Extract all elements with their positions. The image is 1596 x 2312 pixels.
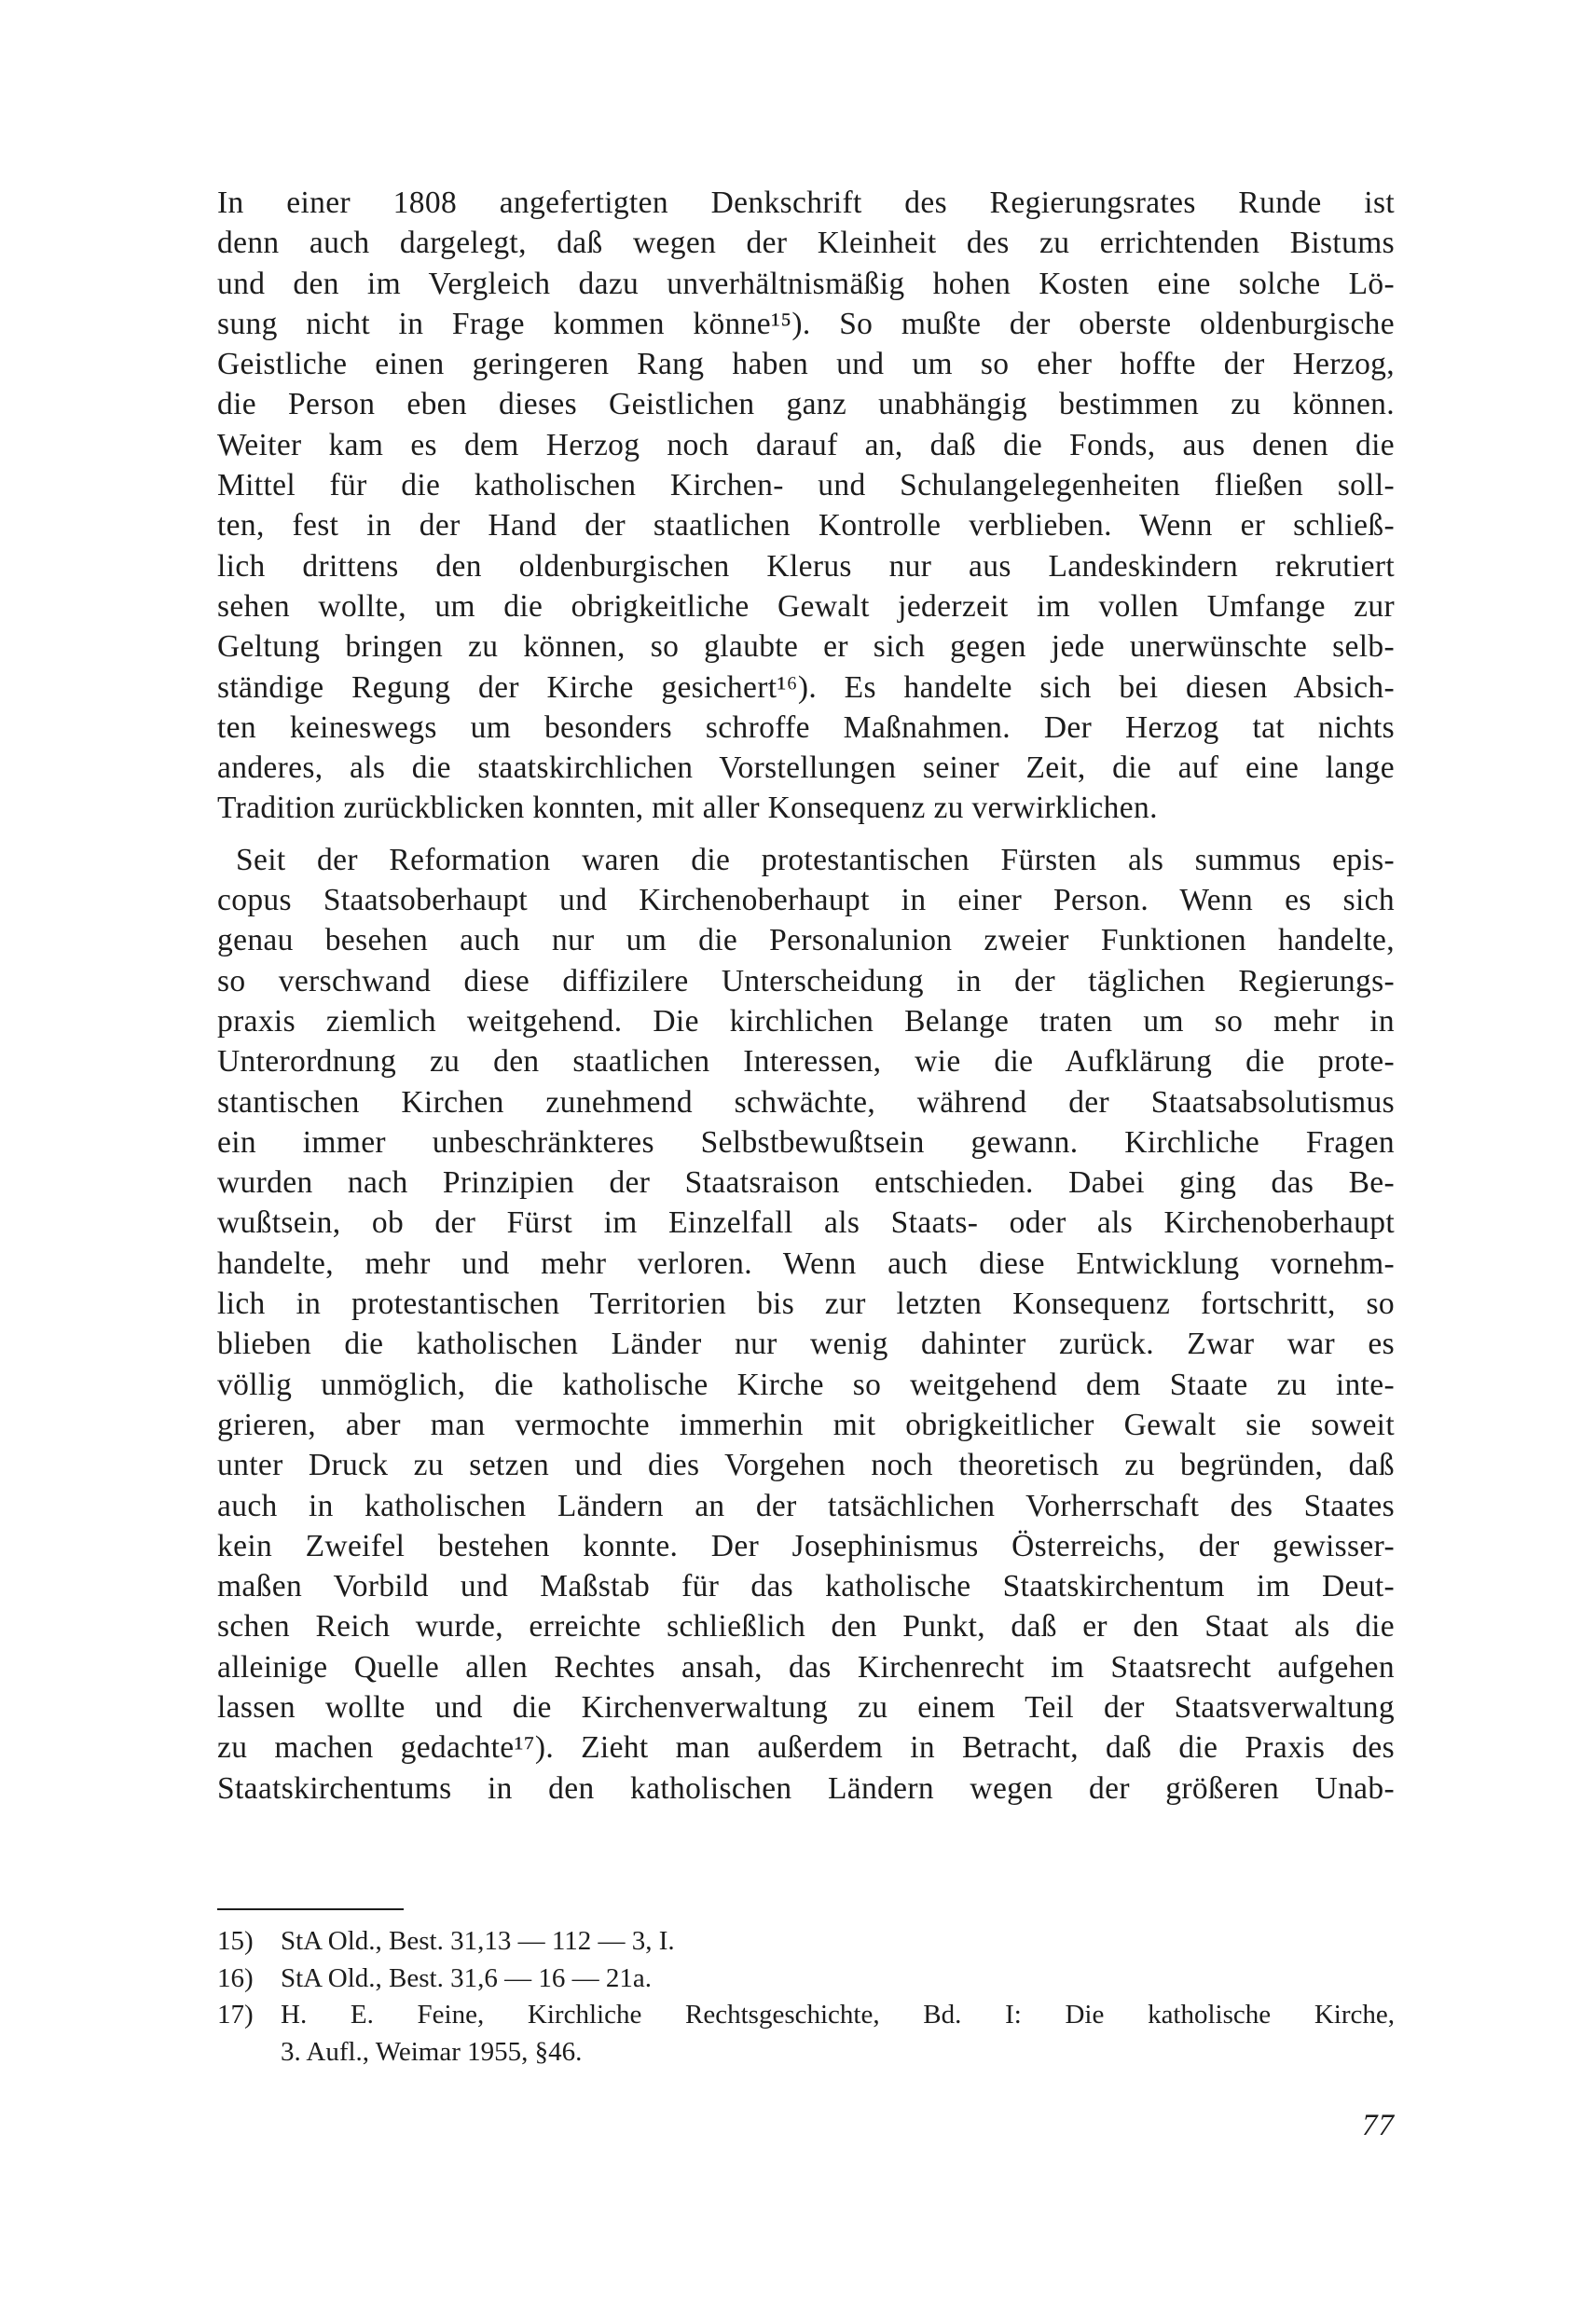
text-line: so verschwand diese diffizilere Unterscheidung in der täglichen Regierungs- <box>217 963 1395 998</box>
footnote-text: StA Old., Best. 31,13 — 112 — 3, I. <box>281 1926 675 1956</box>
text-line: sung nicht in Frage kommen könne¹⁵). So mußte der oberste oldenburgische <box>217 306 1395 341</box>
text-line: auch in katholischen Ländern an der tatsächlichen Vorherrschaft des Staates <box>217 1488 1395 1523</box>
text-line: schen Reich wurde, erreichte schließlich den Punkt, daß er den Staat als die <box>217 1609 1395 1645</box>
text-line: die Person eben dieses Geistlichen ganz unabhängig bestimmen zu können. <box>217 387 1395 422</box>
text-line: Geltung bringen zu können, so glaubte er sich gegen jede unerwünschte selb- <box>217 629 1395 665</box>
page-number: 77 <box>1362 2109 1395 2142</box>
text-line: sehen wollte, um die obrigkeitliche Gewalt jederzeit im vollen Umfange zur <box>217 588 1395 624</box>
text-line: kein Zweifel bestehen konnte. Der Josephinismus Österreichs, der gewisser- <box>217 1528 1395 1563</box>
text-line: anderes, als die staatskirchlichen Vorstellungen seiner Zeit, die auf eine lange <box>217 750 1395 786</box>
text-line: Weiter kam es dem Herzog noch darauf an, daß die Fonds, aus denen die <box>217 427 1395 462</box>
footnote-number: 15) <box>217 1926 254 1956</box>
text-line: praxis ziemlich weitgehend. Die kirchlichen Belange traten um so mehr in <box>217 1003 1395 1039</box>
text-line: denn auch dargelegt, daß wegen der Kleinheit des zu errichtenden Bistums <box>217 226 1395 261</box>
text-line: copus Staatsoberhaupt und Kirchenoberhaupt in einer Person. Wenn es sich <box>217 883 1395 918</box>
text-line: und den im Vergleich dazu unverhältnismäßig hohen Kosten eine solche Lö- <box>217 266 1395 301</box>
text-line: Unterordnung zu den staatlichen Interessen, wie die Aufklärung die prote- <box>217 1044 1395 1080</box>
text-line: lich in protestantischen Territorien bis zur letzten Konsequenz fortschritt, so <box>217 1287 1395 1322</box>
text-line: ständige Regung der Kirche gesichert¹⁶). Es handelte sich bei diesen Absich- <box>217 669 1395 705</box>
text-line: blieben die katholischen Länder nur wenig dahinter zurück. Zwar war es <box>217 1327 1395 1362</box>
footnote-number: 16) <box>217 1962 254 1993</box>
paragraph-2 <box>217 840 1395 1809</box>
text-line: wußtsein, ob der Fürst im Einzelfall als Staats- oder als Kirchenoberhaupt <box>217 1205 1395 1241</box>
footnotes <box>217 1923 1395 2071</box>
body-text <box>217 183 1395 1809</box>
text-line: Mittel für die katholischen Kirchen- und Schulangelegenheiten fließen soll- <box>217 468 1395 503</box>
text-line: unter Druck zu setzen und dies Vorgehen noch theoretisch zu begründen, daß <box>217 1448 1395 1483</box>
text-line: Tradition zurückblicken konnten, mit aller Konsequenz zu verwirklichen. <box>217 791 1158 826</box>
footnote-15 <box>217 1923 1395 1961</box>
text-line: Seit der Reformation waren die protestantischen Fürsten als summus epis- <box>236 842 1395 877</box>
text-line: ten, fest in der Hand der staatlichen Kontrolle verblieben. Wenn er schließ- <box>217 508 1395 544</box>
text-line: Geistliche einen geringeren Rang haben und um so eher hoffte der Herzog, <box>217 347 1395 382</box>
text-line: alleinige Quelle allen Rechtes ansah, das Kirchenrecht im Staatsrecht aufgehen <box>217 1649 1395 1685</box>
text-line: wurden nach Prinzipien der Staatsraison entschieden. Dabei ging das Be- <box>217 1165 1395 1201</box>
text-line: handelte, mehr und mehr verloren. Wenn auch diese Entwicklung vornehm- <box>217 1245 1395 1281</box>
text-line: In einer 1808 angefertigten Denkschrift des Regierungsrates Runde ist <box>217 186 1395 220</box>
text-line: lich drittens den oldenburgischen Klerus nur aus Landeskindern rekrutiert <box>217 548 1395 584</box>
text-line: zu machen gedachte¹⁷). Zieht man außerdem in Betracht, daß die Praxis des <box>217 1730 1395 1766</box>
footnote-text: H. E. Feine, Kirchliche Rechtsgeschichte, Bd. I: Die katholische Kirche, <box>281 2000 1395 2030</box>
footnote-text: StA Old., Best. 31,6 — 16 — 21a. <box>281 1962 652 1993</box>
text-line: genau besehen auch nur um die Personalunion zweier Funktionen handelte, <box>217 923 1395 958</box>
text-line: ten keineswegs um besonders schroffe Maßnahmen. Der Herzog tat nichts <box>217 709 1395 745</box>
text-line: ein immer unbeschränkteres Selbstbewußtsein gewann. Kirchliche Fragen <box>217 1124 1395 1160</box>
text-line: stantischen Kirchen zunehmend schwächte, während der Staatsabsolutismus <box>217 1084 1395 1120</box>
footnote-number: 17) <box>217 2000 254 2030</box>
text-line: maßen Vorbild und Maßstab für das katholische Staatskirchentum im Deut- <box>217 1569 1395 1604</box>
paragraph-1 <box>217 183 1395 829</box>
text-line: grieren, aber man vermochte immerhin mit obrigkeitlicher Gewalt sie soweit <box>217 1407 1395 1442</box>
text-line: völlig unmöglich, die katholische Kirche so weitgehend dem Staate zu inte- <box>217 1367 1395 1402</box>
footnote-16 <box>217 1961 1395 1998</box>
text-line: Staatskirchentums in den katholischen Ländern wegen der größeren Unab- <box>217 1770 1395 1806</box>
footnote-separator <box>217 1908 404 1910</box>
footnote-17-continuation: 3. Aufl., Weimar 1955, §46. <box>281 2036 583 2067</box>
text-line: lassen wollte und die Kirchenverwaltung zu einem Teil der Staatsverwaltung <box>217 1689 1395 1725</box>
footnote-17 <box>217 1997 1395 2034</box>
